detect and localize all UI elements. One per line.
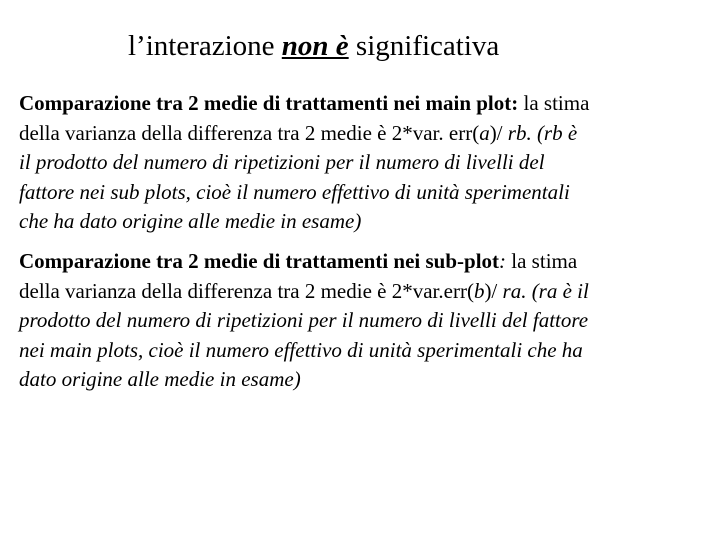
paragraph-italic-text: :: [499, 249, 507, 273]
paragraph-line: [19, 119, 709, 149]
title-text-start: l’interazione: [128, 30, 282, 62]
paragraph-sub-plot: [19, 247, 709, 395]
paragraph-text: della varianza della differenza tra 2 medie è 2*var. err(: [19, 120, 480, 145]
paragraph-text: )/: [489, 120, 508, 145]
paragraph-text: la stima: [518, 91, 590, 115]
paragraph-text: la stima: [506, 249, 578, 273]
paragraph-line: [19, 247, 709, 277]
paragraph-line: che ha dato origine alle medie in esame): [19, 209, 362, 233]
paragraph-text: della varianza della differenza tra 2 medie è 2*var.err(: [19, 278, 474, 303]
paragraph-text: )/: [484, 278, 503, 303]
paragraph-line: [19, 89, 709, 119]
paragraph-line: dato origine alle medie in esame): [19, 367, 301, 391]
paragraph-line: il prodotto del numero di ripetizioni per il numero di livelli del: [19, 150, 545, 174]
heading-sub-plot: Comparazione tra 2 medie di trattamenti nei sub-plot: [19, 249, 500, 273]
paragraph-line: prodotto del numero di ripetizioni per il numero di livelli del fattore: [19, 308, 589, 332]
heading-main-plot: Comparazione tra 2 medie di trattamenti nei main plot:: [19, 91, 519, 115]
paragraph-line: nei main plots, cioè il numero effettivo di unità sperimentali che ha: [19, 337, 583, 362]
paragraph-line: fattore nei sub plots, cioè il numero effettivo di unità sperimentali: [19, 179, 570, 204]
paragraph-italic-text: a: [479, 120, 490, 145]
paragraph-line: [19, 277, 709, 307]
title-emphasis: non è: [281, 30, 349, 62]
paragraph-italic-text: ra. (ra è il: [502, 278, 589, 303]
paragraph-italic-text: b: [473, 278, 485, 303]
paragraph-italic-text: rb. (rb è: [507, 120, 578, 145]
title-text-end: significativa: [348, 30, 500, 62]
paragraph-main-plot: [19, 89, 709, 237]
slide-title: [128, 26, 499, 66]
